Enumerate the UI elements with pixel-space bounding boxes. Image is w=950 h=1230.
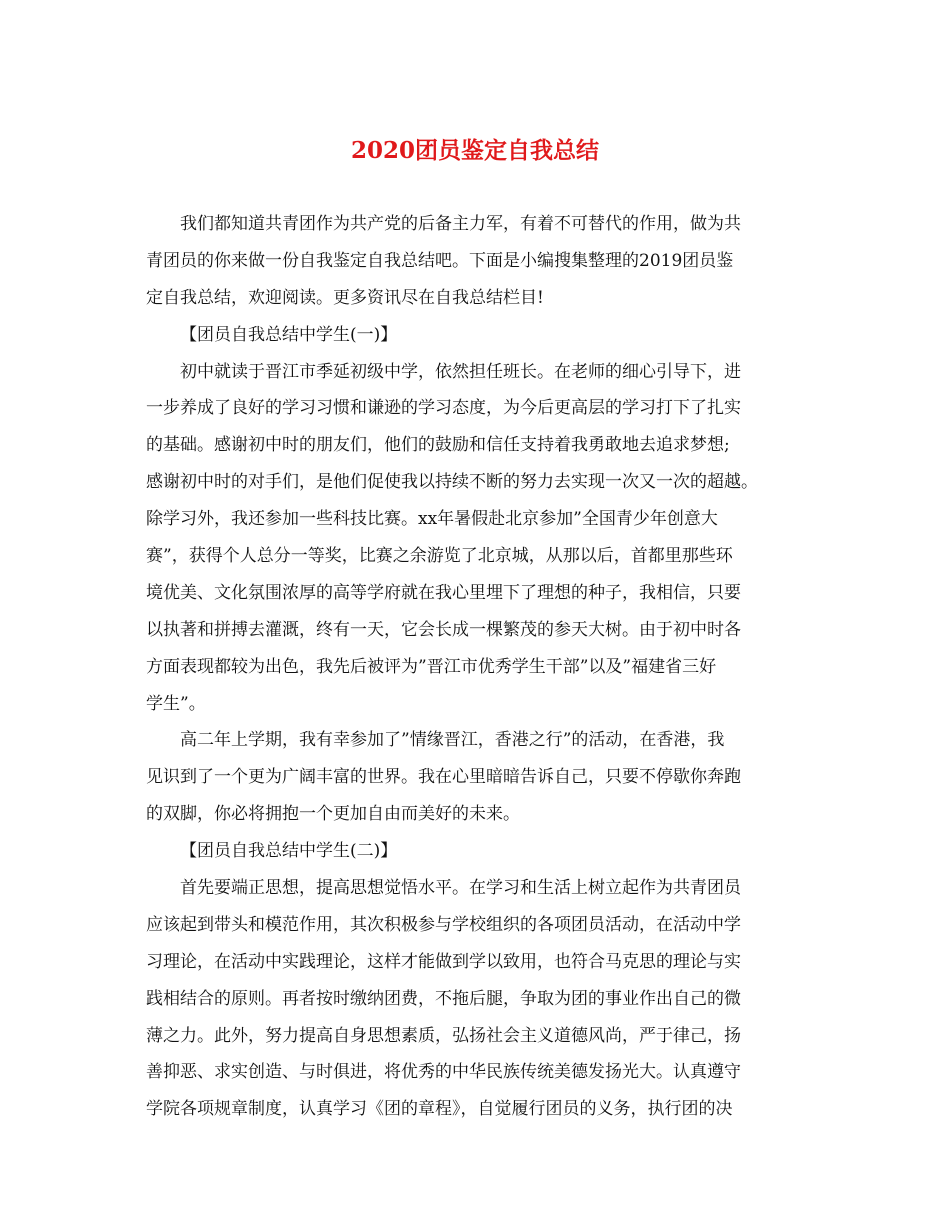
text-line: 薄之力。此外，努力提高自身思想素质，弘扬社会主义道德风尚，严于律己，扬 bbox=[146, 1025, 741, 1046]
text-line: 初中就读于晋江市季延初级中学，依然担任班长。在老师的细心引导下，进 bbox=[180, 361, 741, 382]
document-body bbox=[146, 206, 810, 1128]
text-line: 的双脚，你必将拥抱一个更加自由而美好的未来。 bbox=[146, 804, 520, 825]
text-line: 首先要端正思想，提高思想觉悟水平。在学习和生活上树立起作为共青团员 bbox=[180, 878, 741, 899]
text-line: 见识到了一个更为广阔丰富的世界。我在心里暗暗告诉自己，只要不停歇你奔跑 bbox=[146, 767, 741, 788]
text-line: 感谢初中时的对手们，是他们促使我以持续不断的努力去实现一次又一次的超越。 bbox=[146, 472, 758, 493]
text-line: 定自我总结，欢迎阅读。更多资讯尽在自我总结栏目! bbox=[146, 287, 544, 308]
text-line: 一步养成了良好的学习习惯和谦逊的学习态度，为今后更高层的学习打下了扎实 bbox=[146, 398, 741, 419]
text-line: 习理论，在活动中实践理论，这样才能做到学以致用，也符合马克思的理论与实 bbox=[146, 951, 741, 972]
text-line: 赛”，获得个人总分一等奖，比赛之余游览了北京城，从那以后，首都里那些环 bbox=[146, 546, 733, 567]
text-line: 践相结合的原则。再者按时缴纳团费，不拖后腿，争取为团的事业作出自己的微 bbox=[146, 988, 741, 1009]
text-line: 青团员的你来做一份自我鉴定自我总结吧。下面是小编搜集整理的2019团员鉴 bbox=[146, 250, 734, 271]
text-line: 【团员自我总结中学生(一)】 bbox=[180, 324, 398, 345]
text-line: 学院各项规章制度，认真学习《团的章程》，自觉履行团员的义务，执行团的决 bbox=[146, 1099, 733, 1120]
text-line: 除学习外，我还参加一些科技比赛。xx年暑假赴北京参加”全国青少年创意大 bbox=[146, 509, 718, 530]
text-line: 以执著和拼搏去灌溉，终有一天，它会长成一棵繁茂的参天大树。由于初中时各 bbox=[146, 619, 741, 640]
text-line: 学生”。 bbox=[146, 693, 206, 714]
text-line: 方面表现都较为出色，我先后被评为”晋江市优秀学生干部”以及”福建省三好 bbox=[146, 656, 717, 677]
document-title: 2020团员鉴定自我总结 bbox=[350, 137, 599, 164]
text-line: 善抑恶、求实创造、与时俱进，将优秀的中华民族传统美德发扬光大。认真遵守 bbox=[146, 1062, 741, 1083]
text-line: 【团员自我总结中学生(二)】 bbox=[180, 841, 398, 862]
text-line: 应该起到带头和模范作用，其次积极参与学校组织的各项团员活动，在活动中学 bbox=[146, 914, 741, 935]
text-line: 高二年上学期，我有幸参加了”情缘晋江，香港之行”的活动，在香港，我 bbox=[180, 730, 725, 751]
text-line: 境优美、文化氛围浓厚的高等学府就在我心里埋下了理想的种子，我相信，只要 bbox=[146, 582, 741, 603]
text-line: 我们都知道共青团作为共产党的后备主力军，有着不可替代的作用，做为共 bbox=[180, 214, 741, 234]
text-line: 的基础。感谢初中时的朋友们，他们的鼓励和信任支持着我勇敢地去追求梦想; bbox=[146, 435, 730, 456]
